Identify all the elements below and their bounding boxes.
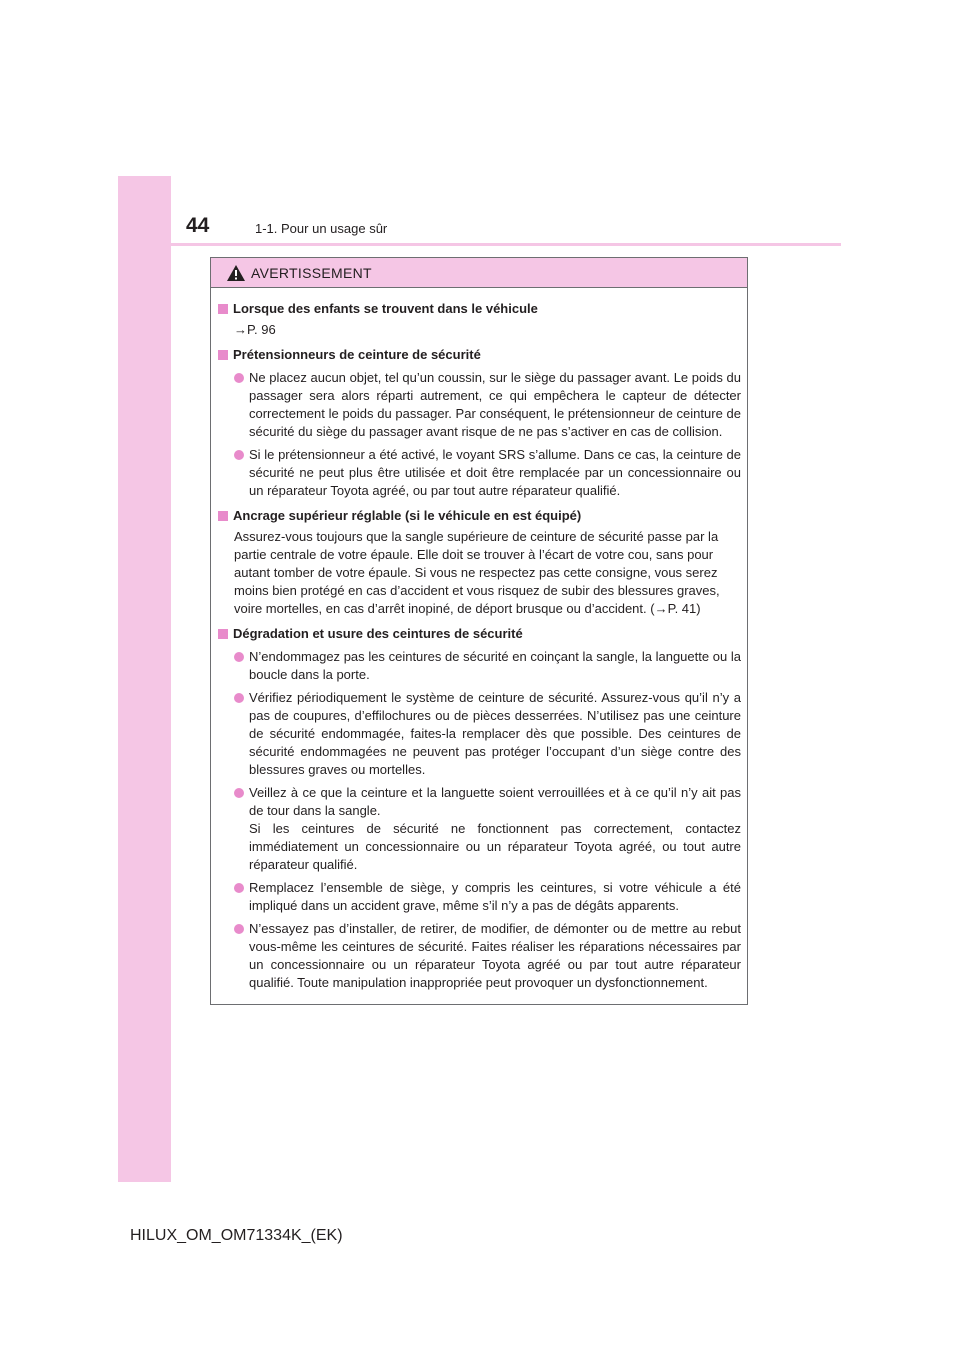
warning-triangle-icon [226,264,246,282]
round-bullet-icon [234,924,244,934]
round-bullet-icon [234,693,244,703]
list-item-text: Vérifiez périodiquement le système de ceinture de sécurité. Assurez-vous qu’il n’y a pas de coupures, d’effilochures ou de pièces desserrées. N’utilisez pas une ceinture de sécurité endommagée, faites-la remplacer dès que possible. Des ceintures de sécurité endommagées ne peuvent pas protéger l’occupant d’un siège contre des blessures graves ou mortelles. [249,690,741,777]
section-heading: Ancrage supérieur réglable (si le véhicule en est équipé) [233,508,582,523]
document-code: HILUX_OM_OM71334K_(EK) [130,1227,343,1244]
list-item-text: N’essayez pas d’installer, de retirer, de modifier, de démonter ou de mettre au rebut vous-même les ceintures de sécurité. Faites réaliser les réparations nécessaires par un concessionnaire ou un réparateur Toyota agréé ou par tout autre réparateur qualifié. Toute manipulation inappropriée peut provoquer un dysfonctionnement. [249,921,741,990]
warning-box [210,257,748,1005]
page-number: 44 [186,214,210,237]
list-item [217,920,741,992]
section-heading: Lorsque des enfants se trouvent dans le véhicule [233,301,538,316]
list-item-text: Ne placez aucun objet, tel qu’un coussin, sur le siège du passager avant. Le poids du passager sera alors réparti autrement, ce qui empêchera le capteur de détecter correctement le poids du passager. Par conséquent, le prétensionneur de ceinture de sécurité du siège du passager avant risque de ne pas s’activer en cas de collision. [249,370,741,439]
list-item [217,369,741,441]
warning-section-wear [217,625,741,992]
round-bullet-icon [234,450,244,460]
warning-section-anchor [217,507,741,618]
square-bullet-icon [218,350,228,360]
warning-title: AVERTISSEMENT [251,264,372,281]
square-bullet-icon [218,304,228,314]
page-reference: →P. 96 [234,322,276,337]
section-heading: Prétensionneurs de ceinture de sécurité [233,347,481,362]
list-item-text: Si le prétensionneur a été activé, le voyant SRS s’allume. Dans ce cas, la ceinture de sécurité ne peut plus être utilisée et doit être remplacée par un concessionnaire ou un réparateur Toyota agréé, ou par tout autre réparateur qualifié. [249,447,741,498]
round-bullet-icon [234,788,244,798]
round-bullet-icon [234,373,244,383]
page-side-tab [118,176,171,1182]
list-item [217,648,741,684]
header-divider [171,243,841,246]
list-item [217,879,741,915]
warning-section-pretensioners [217,346,741,500]
round-bullet-icon [234,652,244,662]
section-title: 1-1. Pour un usage sûr [255,221,388,236]
warning-body [211,288,747,992]
list-item-text: N’endommagez pas les ceintures de sécurité en coinçant la sangle, la languette ou la boucle dans la porte. [249,649,741,682]
square-bullet-icon [218,629,228,639]
list-item-text: Remplacez l’ensemble de siège, y compris les ceintures, si votre véhicule a été impliqué dans un accident grave, même s’il n’y a pas de dégâts apparents. [249,880,741,913]
section-heading: Dégradation et usure des ceintures de sécurité [233,626,523,641]
section-paragraph: Assurez-vous toujours que la sangle supérieure de ceinture de sécurité passe par la partie centrale de votre épaule. Elle doit se trouver à l’écart de votre cou, sans pour autant tomber de votre épaule. Si vous ne respectez pas cette consigne, vous serez moins bien protégé en cas d’accident et vous risquez de subir des blessures graves, voire mortelles, en cas d’arrêt inopiné, de déport brusque ou d’accident. (→P. 41) [234,529,720,616]
list-item [217,689,741,779]
round-bullet-icon [234,883,244,893]
warning-header [211,258,747,288]
list-item [217,784,741,874]
list-item-text: Veillez à ce que la ceinture et la languette soient verrouillées et à ce qu’il n’y ait pas de tour dans la sangle. Si les ceintures de sécurité ne fonctionnent pas correctement, contactez immédiatement un concessionnaire ou un réparateur Toyota agréé, ou tout autre réparateur qualifié. [249,785,741,872]
list-item [217,446,741,500]
warning-section-children [217,300,741,339]
square-bullet-icon [218,511,228,521]
